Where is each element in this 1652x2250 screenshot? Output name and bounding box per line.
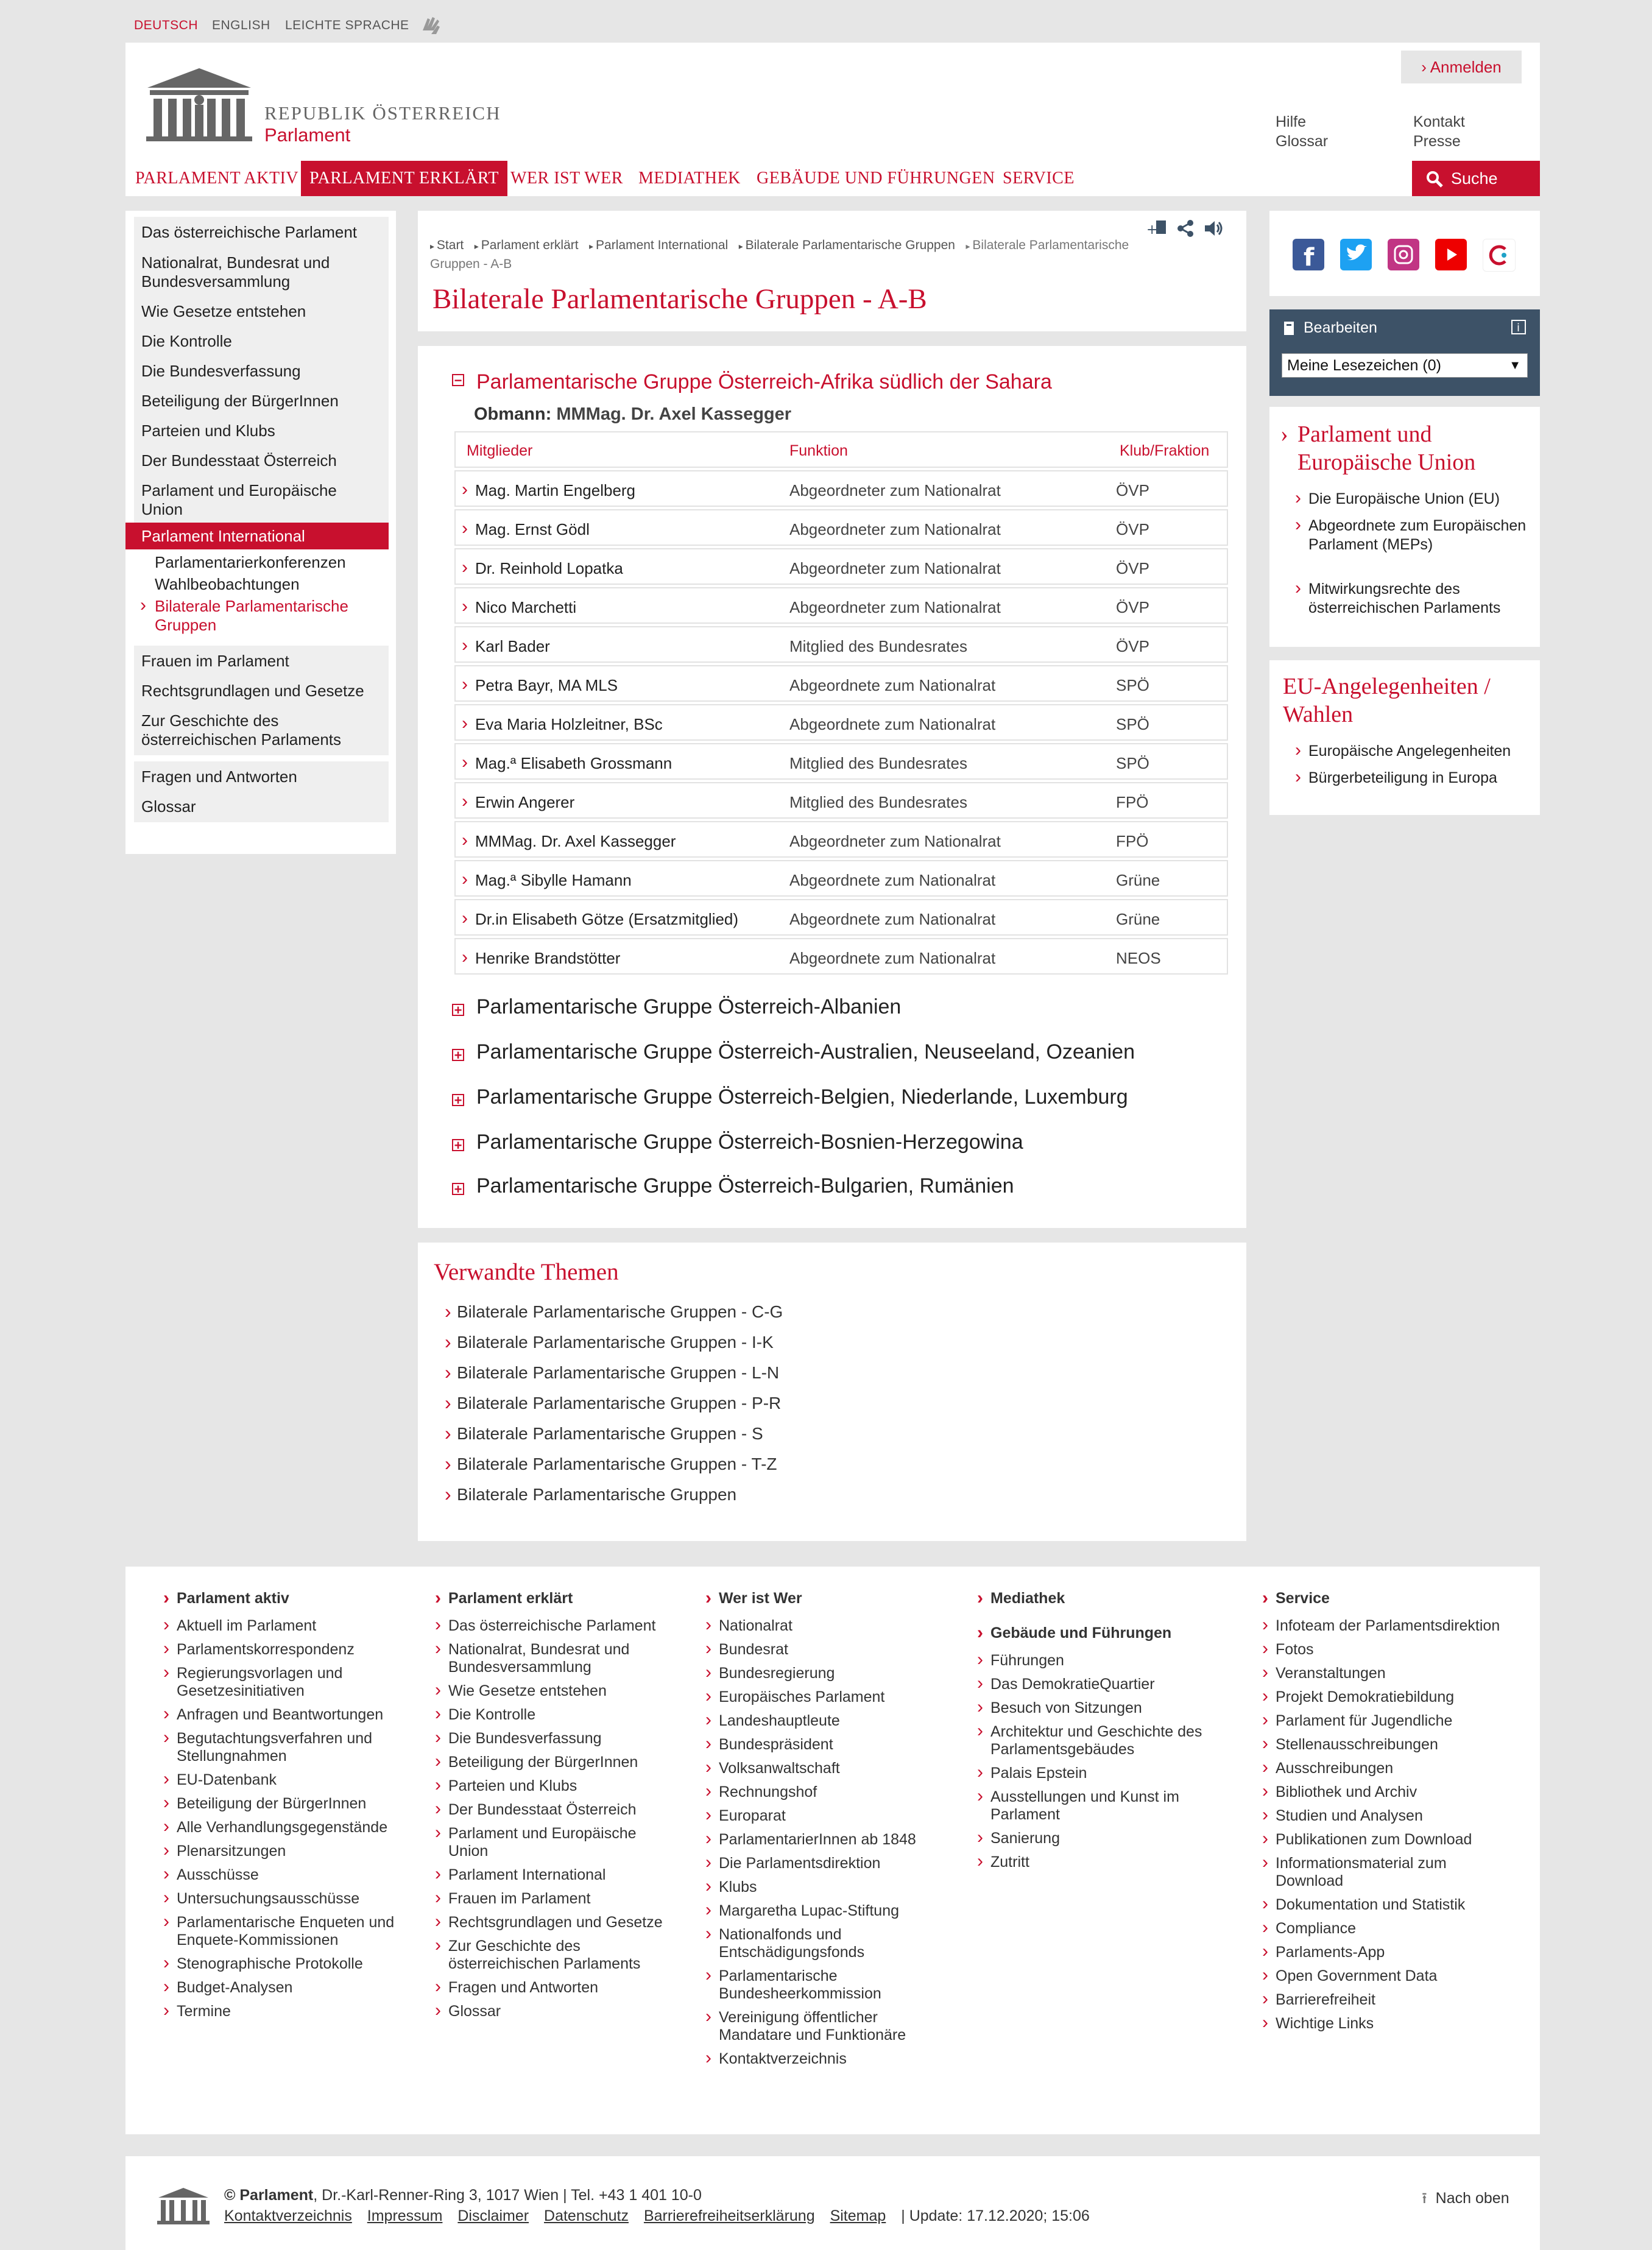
- sidebar-sub-bilateral-label: Bilaterale Parlamentarische Gruppen: [155, 597, 348, 634]
- expand-icon[interactable]: +: [452, 1139, 464, 1151]
- footer-link[interactable]: › EU-Datenbank: [163, 1771, 402, 1789]
- footer-link[interactable]: › Bundesrat: [705, 1641, 944, 1659]
- footer-link[interactable]: › Termine: [163, 2003, 402, 2020]
- footer-link[interactable]: › Zur Geschichte des österreichischen Parlaments: [435, 1938, 674, 1973]
- eu-affairs-box: [1269, 660, 1540, 815]
- footer-link[interactable]: › Ausstellungen und Kunst im Parlament: [977, 1788, 1216, 1824]
- table-row[interactable]: › Mag.ª Sibylle Hamann Abgeordnete zum Nationalrat Grüne: [454, 860, 1228, 897]
- bookmark-add-icon[interactable]: [1146, 219, 1170, 238]
- copyright-address: , Dr.-Karl-Renner-Ring 3, 1017 Wien | Tel. +43 1 401 10-0: [313, 2187, 702, 2204]
- bottom-link[interactable]: Datenschutz: [544, 2207, 629, 2224]
- footer-link[interactable]: › Besuch von Sitzungen: [977, 1699, 1216, 1717]
- sidebar-item-bundesstaat[interactable]: Der Bundesstaat Österreich: [134, 445, 389, 476]
- related-link[interactable]: › Bilaterale Parlamentarische Gruppen - T-Z: [457, 1455, 777, 1474]
- footer-head[interactable]: › Gebäude und Führungen: [977, 1624, 1216, 1642]
- footer-link[interactable]: › Infoteam der Parlamentsdirektion: [1262, 1617, 1501, 1635]
- twitter-icon[interactable]: [1340, 239, 1372, 270]
- footer-link[interactable]: › Anfragen und Beantwortungen: [163, 1706, 402, 1724]
- nav-gebaeude[interactable]: GEBÄUDE UND FÜHRUNGEN: [757, 169, 995, 188]
- parliament-logo-small-icon[interactable]: [156, 2187, 211, 2226]
- breadcrumb-item[interactable]: ▸ Parlament erklärt: [474, 238, 579, 252]
- podcast-icon[interactable]: [1483, 239, 1516, 272]
- sidebar-item-glossar[interactable]: Glossar: [134, 791, 389, 822]
- footer-link[interactable]: › Informationsmaterial zum Download: [1262, 1855, 1501, 1890]
- footer-link[interactable]: › Bundespräsident: [705, 1736, 944, 1754]
- sidebar-item-parteien[interactable]: Parteien und Klubs: [134, 415, 389, 446]
- table-row[interactable]: › Dr.in Elisabeth Götze (Ersatzmitglied) Abgeordnete zum Nationalrat Grüne: [454, 899, 1228, 936]
- press-link[interactable]: Presse: [1413, 133, 1461, 150]
- lang-easy[interactable]: LEICHTE SPRACHE: [285, 18, 409, 32]
- bottom-link[interactable]: Kontaktverzeichnis: [224, 2207, 352, 2224]
- footer-link[interactable]: › Bibliothek und Archiv: [1262, 1783, 1501, 1801]
- nav-parlament-aktiv[interactable]: PARLAMENT AKTIV: [135, 169, 299, 188]
- footer-link[interactable]: › Sanierung: [977, 1830, 1216, 1847]
- chevron-right-icon: ›: [1421, 58, 1430, 76]
- sidebar-item-frauen[interactable]: Frauen im Parlament: [134, 646, 389, 677]
- footer-link[interactable]: › Zutritt: [977, 1853, 1216, 1871]
- footer-link[interactable]: › Kontaktverzeichnis: [705, 2050, 944, 2068]
- footer-col-service: [1262, 1590, 1501, 2039]
- footer-link[interactable]: › Veranstaltungen: [1262, 1665, 1501, 1682]
- footer-link[interactable]: › Regierungsvorlagen und Gesetzesinitiativen: [163, 1665, 402, 1700]
- table-row[interactable]: › Erwin Angerer Mitglied des Bundesrates FPÖ: [454, 782, 1228, 819]
- footer-head[interactable]: › Parlament aktiv: [163, 1590, 402, 1607]
- footer: [125, 1567, 1540, 2134]
- social-links: [1269, 211, 1540, 296]
- footer-link[interactable]: › Publikationen zum Download: [1262, 1831, 1501, 1849]
- footer-link[interactable]: › Palais Epstein: [977, 1765, 1216, 1782]
- footer-link[interactable]: › Wie Gesetze entstehen: [435, 1682, 674, 1700]
- logo-subtitle: Parlament: [264, 124, 351, 146]
- left-sidebar: [125, 211, 396, 854]
- footer-link[interactable]: › Parlament International: [435, 1866, 674, 1884]
- footer-head[interactable]: › Mediathek: [977, 1590, 1216, 1607]
- footer-link[interactable]: › ParlamentarierInnen ab 1848: [705, 1831, 944, 1849]
- nav-service[interactable]: SERVICE: [1003, 169, 1075, 188]
- footer-link[interactable]: › Stellenausschreibungen: [1262, 1736, 1501, 1754]
- group-title-bulgarien[interactable]: Parlamentarische Gruppe Österreich-Bulgarien, Rumänien: [476, 1174, 1014, 1197]
- footer-head[interactable]: › Parlament erklärt: [435, 1590, 674, 1607]
- edit-panel: [1269, 309, 1540, 396]
- footer-link[interactable]: › Ausschüsse: [163, 1866, 402, 1884]
- chevron-down-icon: ▼: [1509, 359, 1521, 372]
- youtube-icon[interactable]: [1435, 239, 1467, 270]
- back-to-top[interactable]: [1422, 2187, 1509, 2213]
- footer-link[interactable]: › Parlamentarische Bundesheerkommission: [705, 1967, 944, 2003]
- nav-mediathek[interactable]: MEDIATHEK: [638, 169, 741, 188]
- site-header: [125, 43, 1540, 196]
- title-card: [418, 211, 1246, 331]
- search-label: Suche: [1451, 169, 1498, 188]
- sidebar-item-rechtsgrundlagen[interactable]: Rechtsgrundlagen und Gesetze: [134, 675, 389, 707]
- footer-link[interactable]: › Rechtsgrundlagen und Gesetze: [435, 1914, 674, 1931]
- bottom-bar: [125, 2156, 1540, 2250]
- breadcrumb-current: ▸ Bilaterale Parlamentarische Gruppen - A-B: [430, 238, 1129, 271]
- login-button[interactable]: [1401, 51, 1522, 83]
- sidebar-sub-konferenzen[interactable]: Parlamentarierkonferenzen: [155, 553, 346, 571]
- eu-affairs-link[interactable]: › Europäische Angelegenheiten: [1308, 742, 1528, 761]
- footer-link[interactable]: › Fotos: [1262, 1641, 1501, 1659]
- related-link[interactable]: › Bilaterale Parlamentarische Gruppen - P-R: [457, 1394, 781, 1413]
- group-title-australien[interactable]: Parlamentarische Gruppe Österreich-Australien, Neuseeland, Ozeanien: [476, 1040, 1135, 1063]
- footer-link[interactable]: › Studien und Analysen: [1262, 1807, 1501, 1825]
- footer-link[interactable]: › Europäisches Parlament: [705, 1688, 944, 1706]
- nav-parlament-erklaert[interactable]: PARLAMENT ERKLÄRT: [301, 161, 507, 196]
- collapse-icon[interactable]: −: [452, 374, 464, 386]
- footer-col-aktiv: [163, 1590, 402, 2026]
- eu-link[interactable]: › Mitwirkungsrechte des österreichischen Parlaments: [1308, 580, 1528, 618]
- footer-link[interactable]: › Bundesregierung: [705, 1665, 944, 1682]
- related-title: Verwandte Themen: [434, 1259, 619, 1285]
- bookmark-icon: [1283, 320, 1296, 336]
- sign-language-icon[interactable]: [419, 12, 447, 37]
- update-date: | Update: 17.12.2020; 15:06: [901, 2207, 1090, 2224]
- footer-link[interactable]: › Barrierefreiheit: [1262, 1991, 1501, 2009]
- footer-link[interactable]: › Compliance: [1262, 1920, 1501, 1938]
- sidebar-sub-wahlbeobachtungen[interactable]: Wahlbeobachtungen: [155, 575, 300, 593]
- bookmarks-value: Meine Lesezeichen (0): [1287, 357, 1441, 374]
- table-row[interactable]: › Nico Marchetti Abgeordneter zum Nationalrat ÖVP: [454, 587, 1228, 624]
- footer-link[interactable]: › Projekt Demokratiebildung: [1262, 1688, 1501, 1706]
- obmann: [474, 404, 791, 425]
- footer-link[interactable]: › Die Bundesverfassung: [435, 1730, 674, 1747]
- col-klub[interactable]: Klub/Fraktion: [1120, 442, 1210, 459]
- expand-icon[interactable]: +: [452, 1094, 464, 1106]
- arrow-up-icon: ⭱: [1422, 2190, 1427, 2207]
- facebook-icon[interactable]: [1293, 239, 1324, 270]
- table-row[interactable]: › Mag. Martin Engelberg Abgeordneter zum Nationalrat ÖVP: [454, 470, 1228, 507]
- eu-link[interactable]: › Die Europäische Union (EU): [1308, 490, 1528, 509]
- footer-link[interactable]: › Begutachtungsverfahren und Stellungnahmen: [163, 1730, 402, 1765]
- contact-link[interactable]: Kontakt: [1413, 113, 1465, 130]
- footer-link[interactable]: › Das österreichische Parlament: [435, 1617, 674, 1635]
- group-title-belgien[interactable]: Parlamentarische Gruppe Österreich-Belgien, Niederlande, Luxemburg: [476, 1085, 1128, 1109]
- lang-english[interactable]: ENGLISH: [212, 18, 270, 32]
- footer-link[interactable]: › Margaretha Lupac-Stiftung: [705, 1902, 944, 1920]
- help-link[interactable]: Hilfe: [1276, 113, 1307, 130]
- footer-link[interactable]: › Rechnungshof: [705, 1783, 944, 1801]
- footer-col-mediathek: [977, 1590, 1216, 1877]
- footer-link[interactable]: › Parteien und Klubs: [435, 1777, 674, 1795]
- groups-card: [418, 346, 1246, 1228]
- eu-affairs-link[interactable]: › Bürgerbeteiligung in Europa: [1308, 769, 1528, 788]
- group-title-bosnien[interactable]: Parlamentarische Gruppe Österreich-Bosnien-Herzegowina: [476, 1130, 1023, 1154]
- footer-link[interactable]: › Frauen im Parlament: [435, 1890, 674, 1908]
- footer-link[interactable]: › Dokumentation und Statistik: [1262, 1896, 1501, 1914]
- edit-title: Bearbeiten: [1304, 319, 1377, 336]
- footer-link[interactable]: › Aktuell im Parlament: [163, 1617, 402, 1635]
- footer-link[interactable]: › Nationalrat, Bundesrat und Bundesversammlung: [435, 1641, 674, 1676]
- eu-box-title: [1280, 420, 1527, 476]
- sidebar-item-kontrolle[interactable]: Die Kontrolle: [134, 326, 389, 357]
- footer-link[interactable]: › Parlament für Jugendliche: [1262, 1712, 1501, 1730]
- sidebar-item-gesetze[interactable]: Wie Gesetze entstehen: [134, 296, 389, 327]
- footer-link[interactable]: › Open Government Data: [1262, 1967, 1501, 1985]
- page-title: Bilaterale Parlamentarische Gruppen - A-B: [432, 283, 927, 315]
- nav-wer-ist-wer[interactable]: WER IST WER: [510, 169, 623, 188]
- sidebar-sub-bilateral[interactable]: [140, 595, 374, 635]
- chevron-right-icon: ›: [1280, 421, 1288, 447]
- expand-icon[interactable]: +: [452, 1004, 464, 1016]
- sidebar-item-eu[interactable]: Parlament und Europäische Union: [134, 475, 389, 525]
- col-mitglieder[interactable]: Mitglieder: [467, 442, 533, 459]
- table-row[interactable]: › Eva Maria Holzleitner, BSc Abgeordnete zum Nationalrat SPÖ: [454, 704, 1228, 741]
- footer-link[interactable]: › Klubs: [705, 1878, 944, 1896]
- footer-link[interactable]: › Beteiligung der BürgerInnen: [163, 1795, 402, 1813]
- footer-link[interactable]: › Architektur und Geschichte des Parlamentsgebäudes: [977, 1723, 1216, 1758]
- table-row[interactable]: › MMMag. Dr. Axel Kassegger Abgeordneter zum Nationalrat FPÖ: [454, 821, 1228, 858]
- obmann-label: Obmann:: [474, 404, 552, 424]
- table-row[interactable]: › Dr. Reinhold Lopatka Abgeordneter zum Nationalrat ÖVP: [454, 548, 1228, 585]
- related-link[interactable]: › Bilaterale Parlamentarische Gruppen: [457, 1485, 736, 1504]
- footer-link[interactable]: › Landeshauptleute: [705, 1712, 944, 1730]
- related-link[interactable]: › Bilaterale Parlamentarische Gruppen - I-K: [457, 1333, 774, 1352]
- eu-box-title-text: Parlament und Europäische Union: [1297, 421, 1476, 475]
- eu-link[interactable]: › Abgeordnete zum Europäischen Parlament (MEPs): [1308, 517, 1528, 554]
- sidebar-item-beteiligung[interactable]: Beteiligung der BürgerInnen: [134, 386, 389, 417]
- sidebar-item-international[interactable]: Parlament International: [125, 523, 389, 549]
- table-row[interactable]: › Mag.ª Elisabeth Grossmann Mitglied des Bundesrates SPÖ: [454, 743, 1228, 780]
- expand-icon[interactable]: +: [452, 1183, 464, 1195]
- footer-link[interactable]: › Ausschreibungen: [1262, 1760, 1501, 1777]
- breadcrumb-item[interactable]: ▸ Start: [430, 238, 464, 252]
- footer-head[interactable]: › Service: [1262, 1590, 1501, 1607]
- table-row[interactable]: › Mag. Ernst Gödl Abgeordneter zum Nationalrat ÖVP: [454, 509, 1228, 546]
- footer-link[interactable]: › Nationalrat: [705, 1617, 944, 1635]
- obmann-name: MMMag. Dr. Axel Kassegger: [556, 404, 792, 424]
- footer-link[interactable]: › Stenographische Protokolle: [163, 1955, 402, 1973]
- footer-link[interactable]: › Fragen und Antworten: [435, 1979, 674, 1997]
- copyright: [224, 2187, 702, 2204]
- bottom-links: [224, 2207, 1090, 2225]
- svg-text:i: i: [1517, 322, 1520, 334]
- bottom-link[interactable]: Impressum: [367, 2207, 443, 2224]
- search-button[interactable]: [1412, 161, 1540, 196]
- table-row[interactable]: › Karl Bader Mitglied des Bundesrates ÖVP: [454, 626, 1228, 663]
- back-to-top-label: Nach oben: [1435, 2190, 1509, 2207]
- expand-icon[interactable]: +: [452, 1049, 464, 1061]
- login-label: Anmelden: [1430, 58, 1502, 76]
- footer-link[interactable]: › Nationalfonds und Entschädigungsfonds: [705, 1926, 944, 1961]
- footer-link[interactable]: › Parlament und Europäische Union: [435, 1825, 674, 1860]
- footer-link[interactable]: › Alle Verhandlungsgegenstände: [163, 1819, 402, 1836]
- language-bar: [0, 0, 1652, 43]
- footer-link[interactable]: › Europarat: [705, 1807, 944, 1825]
- footer-link[interactable]: › Wichtige Links: [1262, 2015, 1501, 2033]
- group-title-afrika[interactable]: Parlamentarische Gruppe Österreich-Afrika südlich der Sahara: [476, 370, 1052, 393]
- footer-link[interactable]: › Die Kontrolle: [435, 1706, 674, 1724]
- footer-col-wer: [705, 1590, 944, 2074]
- sidebar-item-parlament[interactable]: Das österreichische Parlament: [134, 217, 389, 248]
- breadcrumb-item[interactable]: ▸ Parlament International: [589, 238, 729, 252]
- sidebar-item-fragen[interactable]: Fragen und Antworten: [134, 761, 389, 792]
- footer-link[interactable]: › Führungen: [977, 1652, 1216, 1670]
- footer-link[interactable]: › Beteiligung der BürgerInnen: [435, 1754, 674, 1771]
- eu-box: [1269, 407, 1540, 647]
- col-funktion[interactable]: Funktion: [789, 442, 848, 459]
- main-nav: [125, 161, 1540, 196]
- bookmarks-select[interactable]: [1282, 353, 1528, 378]
- sidebar-item-geschichte[interactable]: Zur Geschichte des österreichischen Parlaments: [134, 705, 389, 755]
- logo-title: REPUBLIK ÖSTERREICH: [264, 102, 501, 124]
- footer-head[interactable]: › Wer ist Wer: [705, 1590, 944, 1607]
- lang-deutsch[interactable]: DEUTSCH: [134, 18, 199, 32]
- bottom-link[interactable]: Sitemap: [830, 2207, 886, 2224]
- table-header: [454, 431, 1228, 468]
- related-link[interactable]: › Bilaterale Parlamentarische Gruppen - L-N: [457, 1363, 779, 1383]
- footer-link[interactable]: › Parlaments-App: [1262, 1944, 1501, 1961]
- eu-affairs-title: EU-Angelegenheiten / Wahlen: [1283, 674, 1491, 727]
- copyright-owner: © Parlament: [224, 2187, 314, 2204]
- footer-link[interactable]: › Plenarsitzungen: [163, 1843, 402, 1860]
- footer-link[interactable]: › Parlamentarische Enqueten und Enquete-Kommissionen: [163, 1914, 402, 1949]
- footer-link[interactable]: › Das DemokratieQuartier: [977, 1676, 1216, 1693]
- footer-link[interactable]: › Vereinigung öffentlicher Mandatare und Funktionäre: [705, 2009, 944, 2044]
- footer-link[interactable]: › Budget-Analysen: [163, 1979, 402, 1997]
- bottom-link[interactable]: Barrierefreiheitserklärung: [643, 2207, 815, 2224]
- table-row[interactable]: › Henrike Brandstötter Abgeordnete zum Nationalrat NEOS: [454, 938, 1228, 975]
- chevron-right-icon: ›: [140, 595, 146, 615]
- svg-text:+: +: [1146, 222, 1158, 238]
- sidebar-item-bundesverfassung[interactable]: Die Bundesverfassung: [134, 356, 389, 387]
- footer-link[interactable]: › Volksanwaltschaft: [705, 1760, 944, 1777]
- related-link[interactable]: › Bilaterale Parlamentarische Gruppen - C-G: [457, 1302, 783, 1322]
- glossary-link[interactable]: Glossar: [1276, 133, 1329, 150]
- search-icon: [1425, 170, 1444, 188]
- related-topics: [418, 1243, 1246, 1541]
- share-icon[interactable]: [1177, 219, 1195, 238]
- parliament-logo-icon[interactable]: [141, 66, 257, 144]
- related-link[interactable]: › Bilaterale Parlamentarische Gruppen - S: [457, 1424, 763, 1444]
- footer-link[interactable]: › Untersuchungsausschüsse: [163, 1890, 402, 1908]
- footer-link[interactable]: › Der Bundesstaat Österreich: [435, 1801, 674, 1819]
- sidebar-item-nationalrat[interactable]: Nationalrat, Bundesrat und Bundesversammlung: [134, 247, 389, 297]
- table-row[interactable]: › Petra Bayr, MA MLS Abgeordnete zum Nationalrat SPÖ: [454, 665, 1228, 702]
- instagram-icon[interactable]: [1388, 239, 1419, 270]
- breadcrumb-item[interactable]: ▸ Bilaterale Parlamentarische Gruppen: [738, 238, 955, 252]
- info-icon[interactable]: [1511, 319, 1527, 335]
- speaker-icon[interactable]: [1204, 219, 1224, 238]
- footer-link[interactable]: › Die Parlamentsdirektion: [705, 1855, 944, 1872]
- footer-col-erklaert: [435, 1590, 674, 2026]
- breadcrumb: [430, 236, 1131, 273]
- svg-text:f: f: [1304, 244, 1315, 270]
- footer-link[interactable]: › Parlamentskorrespondenz: [163, 1641, 402, 1659]
- group-title-albanien[interactable]: Parlamentarische Gruppe Österreich-Albanien: [476, 995, 902, 1018]
- bottom-link[interactable]: Disclaimer: [457, 2207, 529, 2224]
- page-tools: [1146, 219, 1226, 238]
- footer-link[interactable]: › Glossar: [435, 2003, 674, 2020]
